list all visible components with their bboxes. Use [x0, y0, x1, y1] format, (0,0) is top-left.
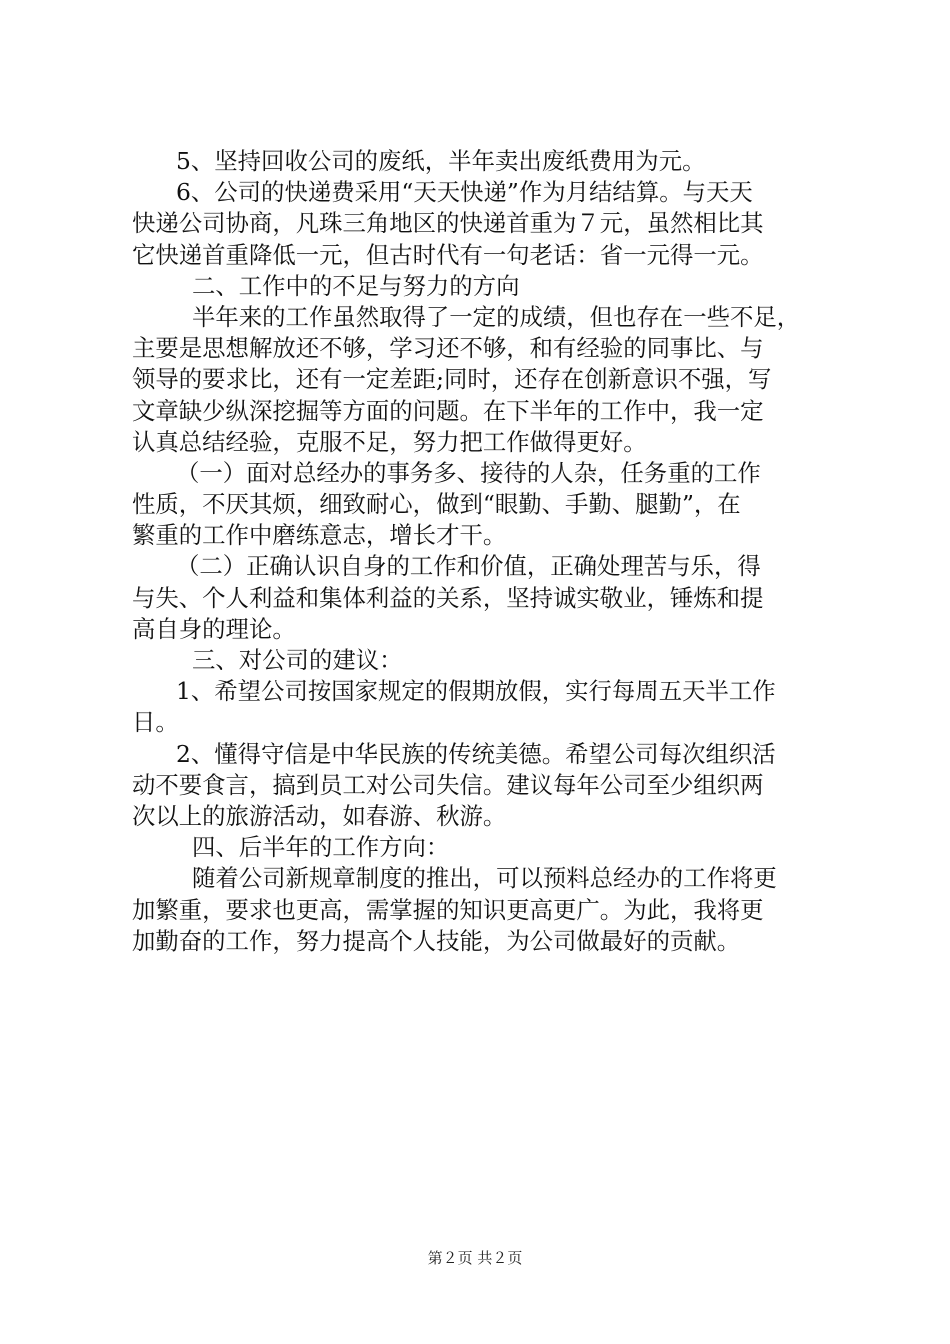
paragraph-line: 随着公司新规章制度的推出，可以预料总经办的工作将更 — [192, 864, 777, 893]
document-body — [132, 146, 832, 957]
paragraph-line: 加勤奋的工作，努力提高个人技能，为公司做最好的贡献。 — [132, 926, 741, 955]
paragraph-line: 加繁重，要求也更高，需掌握的知识更高更广。为此，我将更 — [132, 895, 764, 924]
paragraph-line: 认真总结经验，克服不足，努力把工作做得更好。 — [132, 427, 647, 456]
paragraph-line: 次以上的旅游活动，如春游、秋游。 — [132, 801, 507, 830]
paragraph-line: 它快递首重降低一元，但古时代有一句老话：省一元得一元。 — [132, 240, 764, 269]
paragraph-line: 半年来的工作虽然取得了一定的成绩，但也存在一些不足， — [192, 302, 801, 331]
paragraph-line: 快递公司协商，凡珠三角地区的快递首重为７元，虽然相比其 — [132, 209, 764, 238]
section-heading: 三、对公司的建议： — [192, 646, 403, 674]
paragraph-line: 高自身的理论。 — [132, 614, 296, 643]
paragraph-line: 与失、个人利益和集体利益的关系，坚持诚实敬业，锤炼和提 — [132, 583, 764, 612]
paragraph-line: 文章缺少纵深挖掘等方面的问题。在下半年的工作中，我一定 — [132, 396, 764, 425]
paragraph-line: 1、希望公司按国家规定的假期放假，实行每周五天半工作 — [176, 677, 776, 706]
paragraph-line: 繁重的工作中磨练意志，增长才干。 — [132, 521, 507, 550]
paragraph-line: 日。 — [132, 708, 179, 737]
paragraph-line: 2、懂得守信是中华民族的传统美德。希望公司每次组织活 — [176, 739, 776, 768]
paragraph-line: 领导的要求比，还有一定差距;同时，还存在创新意识不强，写 — [132, 365, 772, 394]
page-number-footer: 第２页 共２页 — [427, 1249, 523, 1267]
paragraph-line: 性质，不厌其烦，细致耐心，做到“眼勤、手勤、腿勤”，在 — [132, 490, 741, 519]
paragraph-line: 主要是思想解放还不够，学习还不够，和有经验的同事比、与 — [132, 334, 764, 363]
paragraph-line: 6、公司的快递费采用“天天快递”作为月结结算。与天天 — [176, 178, 753, 207]
paragraph-line: 动不要食言，搞到员工对公司失信。建议每年公司至少组织两 — [132, 770, 764, 799]
paragraph-line: （一）面对总经办的事务多、接待的人杂，任务重的工作 — [176, 458, 761, 487]
section-heading: 四、后半年的工作方向： — [192, 833, 450, 862]
section-heading: 二、工作中的不足与努力的方向 — [192, 271, 520, 300]
paragraph-line: 5、坚持回收公司的废纸，半年卖出废纸费用为元。 — [176, 147, 706, 175]
paragraph-line: （二）正确认识自身的工作和价值，正确处理苦与乐，得 — [176, 552, 761, 581]
